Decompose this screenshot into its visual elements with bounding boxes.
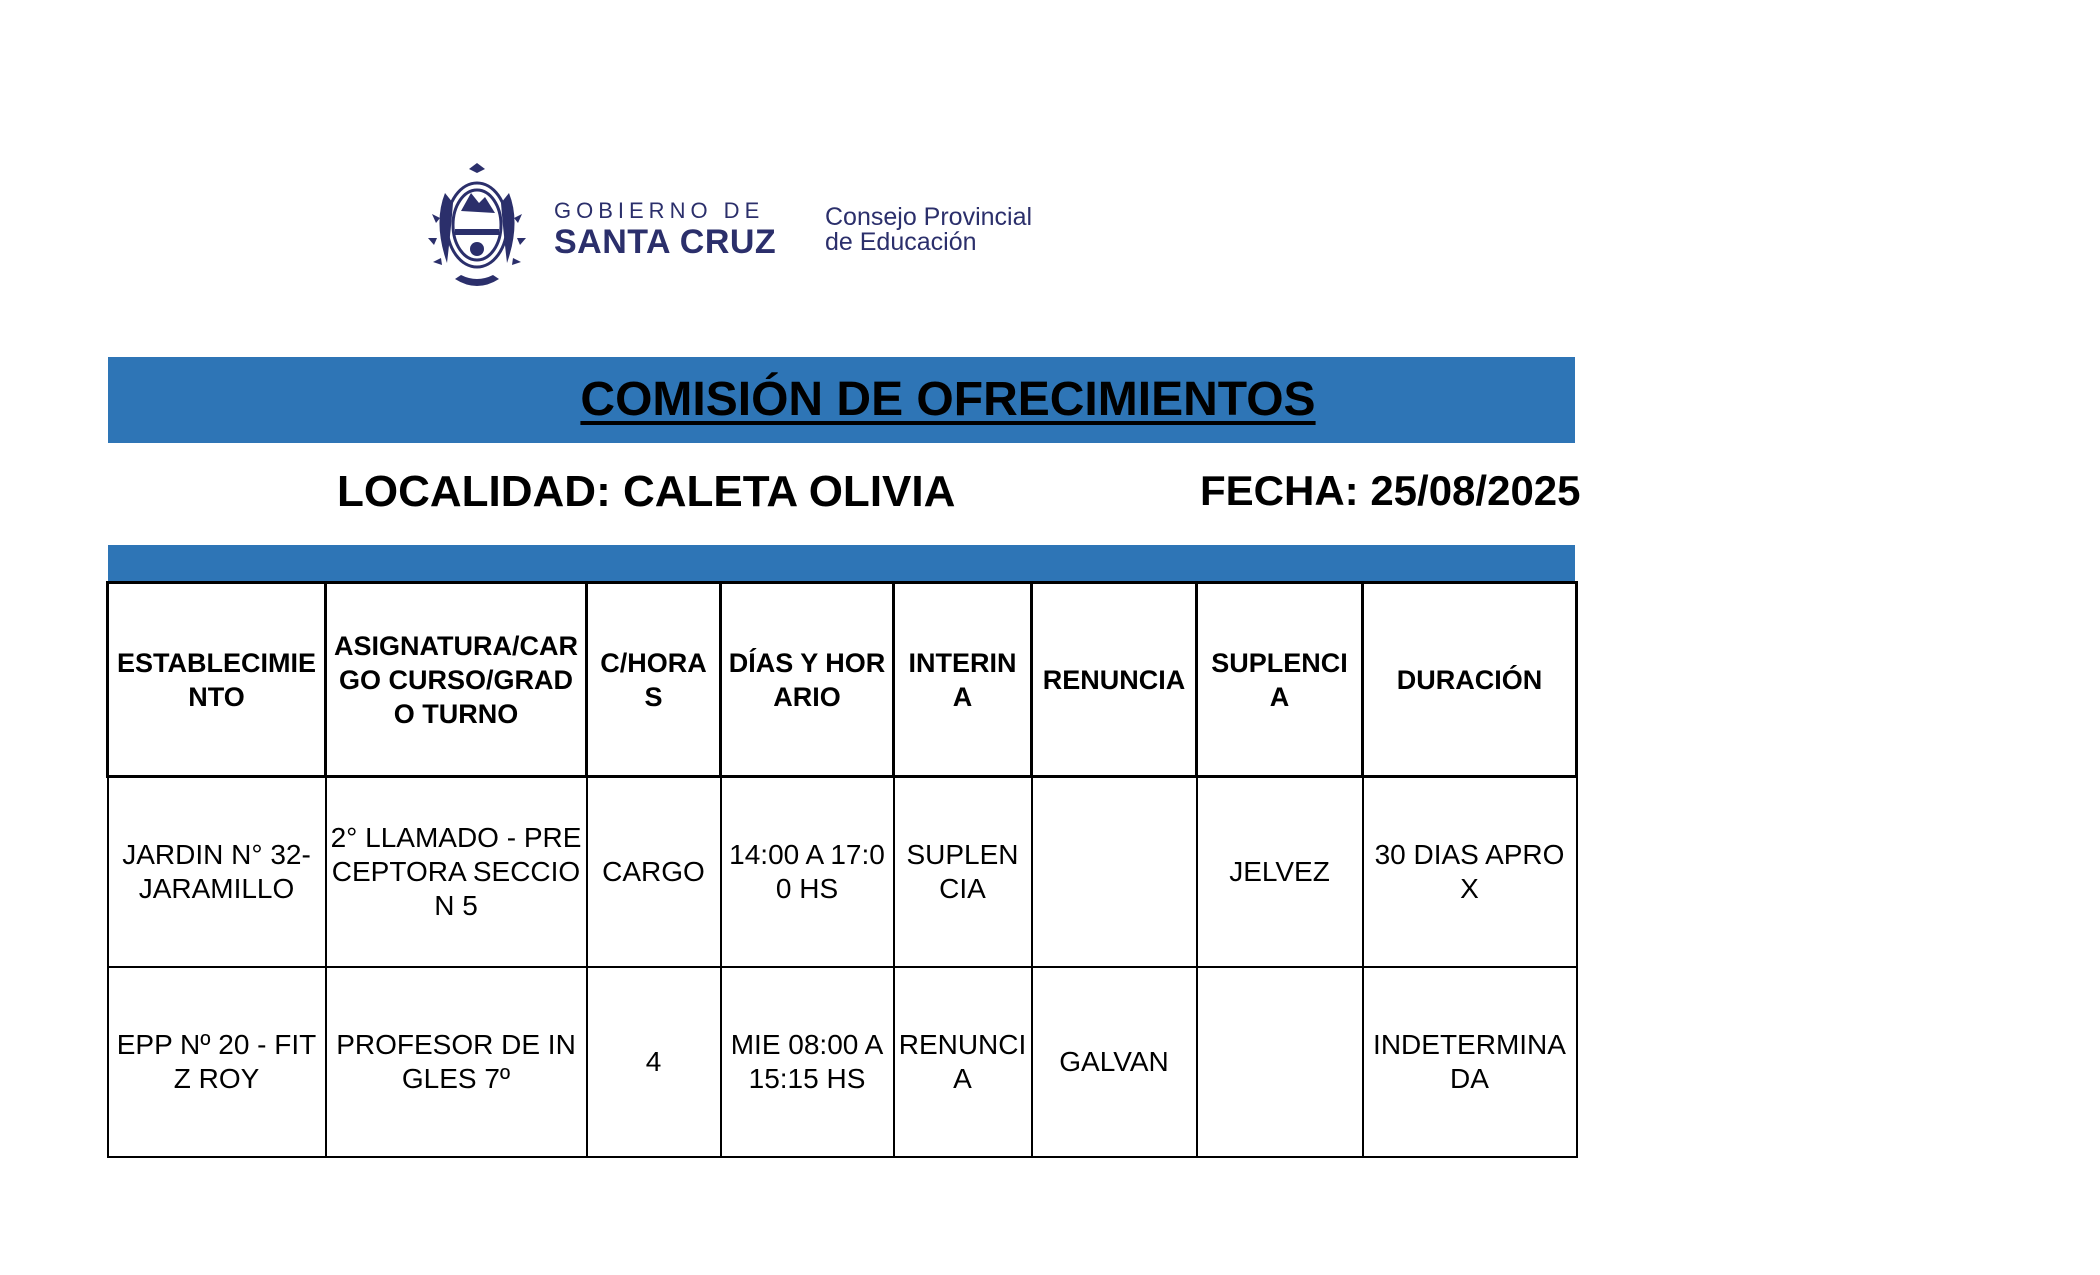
- cell-horas: CARGO: [587, 777, 721, 967]
- government-name-line1: GOBIERNO DE: [554, 198, 765, 223]
- header-asignatura: ASIGNATURA/CARGO CURSO/GRADO TURNO: [326, 583, 587, 777]
- locality-label: LOCALIDAD: CALETA OLIVIA: [337, 467, 956, 516]
- header-dias-horario: DÍAS Y HORARIO: [721, 583, 894, 777]
- header-logo: [425, 163, 1065, 293]
- table-row: [108, 967, 1577, 1157]
- header-renuncia: RENUNCIA: [1032, 583, 1197, 777]
- cell-interina: RENUNCIA: [894, 967, 1032, 1157]
- header-duracion: DURACIÓN: [1363, 583, 1577, 777]
- council-name-line2: de Educación: [825, 228, 977, 256]
- cell-renuncia: GALVAN: [1032, 967, 1197, 1157]
- cell-dias-horario: 14:00 A 17:00 HS: [721, 777, 894, 967]
- cell-asignatura: 2° LLAMADO - PRECEPTORA SECCION 5: [326, 777, 587, 967]
- header-establecimiento: ESTABLECIMIENTO: [108, 583, 326, 777]
- table-top-band: [108, 545, 1575, 581]
- title-band: [108, 357, 1575, 443]
- cell-duracion: 30 DIAS APROX: [1363, 777, 1577, 967]
- cell-dias-horario: MIE 08:00 A 15:15 HS: [721, 967, 894, 1157]
- government-name-line2: SANTA CRUZ: [554, 223, 777, 261]
- santa-cruz-seal-icon: [425, 163, 529, 293]
- cell-suplencia: JELVEZ: [1197, 777, 1363, 967]
- offers-table: [106, 581, 1578, 1158]
- header-suplencia: SUPLENCIA: [1197, 583, 1363, 777]
- header-horas: C/HORAS: [587, 583, 721, 777]
- cell-suplencia: [1197, 967, 1363, 1157]
- cell-interina: SUPLENCIA: [894, 777, 1032, 967]
- cell-duracion: INDETERMINADA: [1363, 967, 1577, 1157]
- cell-establecimiento: JARDIN N° 32- JARAMILLO: [108, 777, 326, 967]
- table-header-row: [108, 583, 1577, 777]
- cell-renuncia: [1032, 777, 1197, 967]
- cell-horas: 4: [587, 967, 721, 1157]
- header-interina: INTERINA: [894, 583, 1032, 777]
- cell-asignatura: PROFESOR DE INGLES 7º: [326, 967, 587, 1157]
- cell-establecimiento: EPP Nº 20 - FITZ ROY: [108, 967, 326, 1157]
- council-name-line1: Consejo Provincial: [825, 203, 1033, 231]
- page-title: COMISIÓN DE OFRECIMIENTOS: [580, 373, 1316, 426]
- date-label: FECHA: 25/08/2025: [1200, 467, 1581, 514]
- table-row: [108, 777, 1577, 967]
